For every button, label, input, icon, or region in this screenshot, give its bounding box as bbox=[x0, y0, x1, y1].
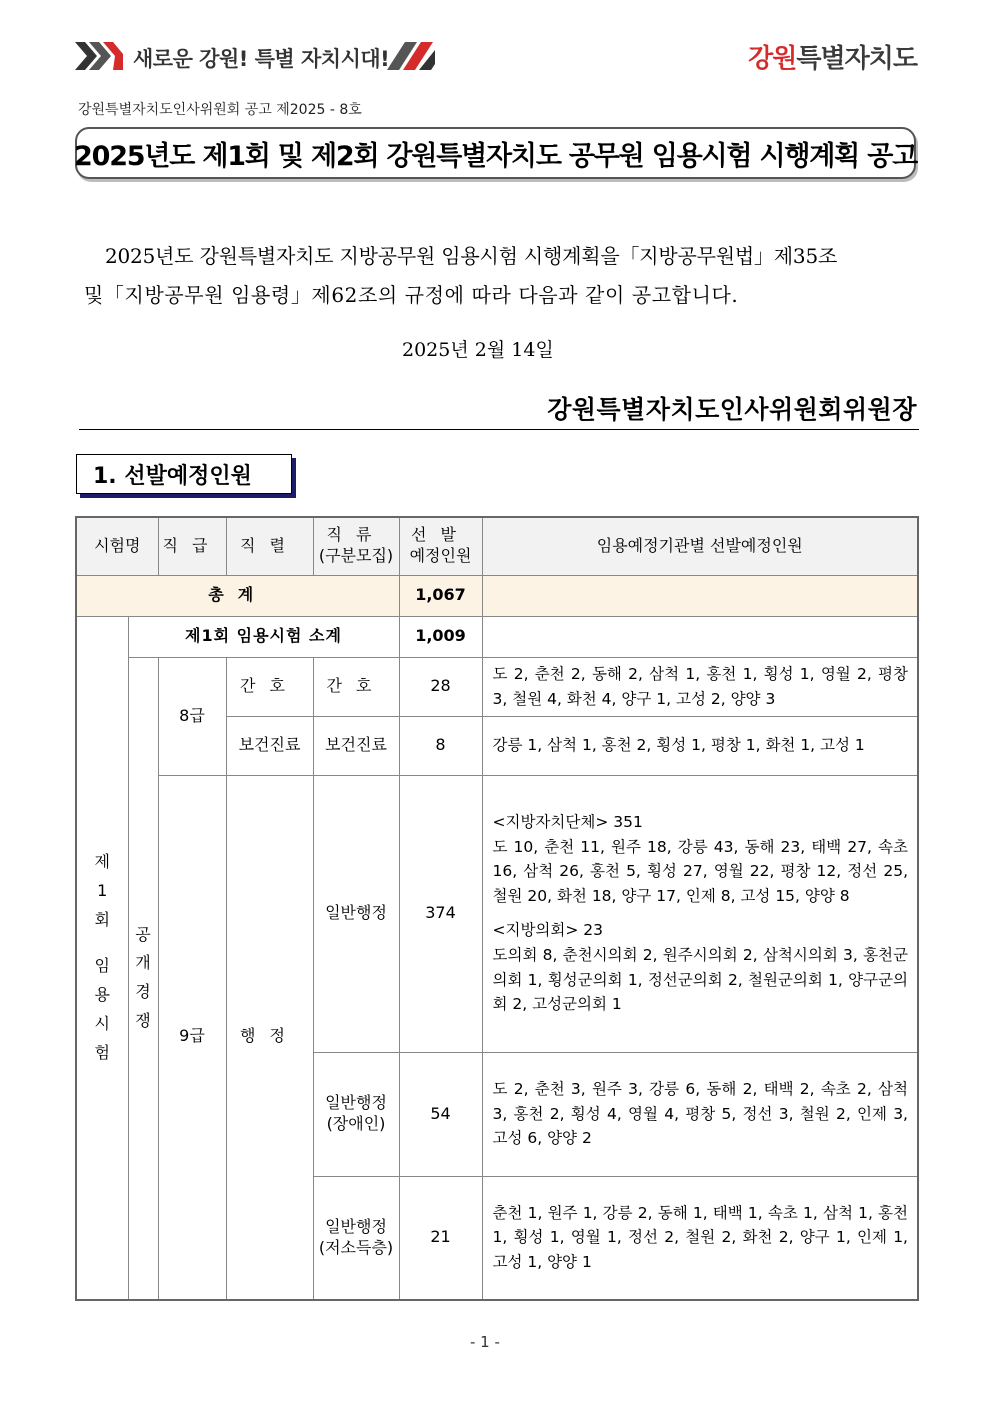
series-health: 보건진료 bbox=[226, 716, 313, 775]
alloc-health: 강릉 1, 삼척 1, 홍천 2, 횡성 1, 평창 1, 화천 1, 고성 1 bbox=[482, 716, 918, 775]
grade-9: 9급 bbox=[158, 775, 226, 1300]
header-series: 직렬 bbox=[226, 517, 313, 575]
title-box bbox=[75, 127, 916, 179]
header-grade: 직급 bbox=[158, 517, 226, 575]
grade-8: 8급 bbox=[158, 657, 226, 775]
alloc-head-council: <지방의회> 23 bbox=[492, 921, 604, 939]
exam1-char: 험 bbox=[94, 1042, 110, 1062]
notice-date: 2025년 2월 14일 bbox=[402, 339, 554, 361]
open-comp-char: 개 bbox=[135, 953, 151, 973]
slogan-stripes-right-icon bbox=[387, 42, 435, 70]
category-disabled bbox=[313, 1052, 399, 1176]
recruitment-table bbox=[75, 516, 919, 1301]
table-row bbox=[76, 775, 918, 1052]
alloc-disabled: 도 2, 춘천 3, 원주 3, 강릉 6, 동해 2, 태백 2, 속초 2, 삼척 3, 홍천 2, 횡성 4, 영월 4, 평창 5, 정선 3, 철원 2, 인제 3, 고성 6, 양양 2 bbox=[482, 1052, 918, 1176]
header-count-bottom: 예정인원 bbox=[409, 546, 472, 566]
count-health: 8 bbox=[399, 716, 482, 775]
category-low-income-bottom: (저소득층) bbox=[318, 1237, 394, 1257]
header-allocation: 임용예정기관별 선발예정인원 bbox=[482, 517, 918, 575]
count-nursing: 28 bbox=[399, 657, 482, 716]
category-disabled-top: 일반행정 bbox=[325, 1093, 387, 1113]
category-low-income-top: 일반행정 bbox=[325, 1216, 387, 1236]
divider bbox=[79, 429, 919, 430]
slogan-banner bbox=[75, 40, 435, 72]
gangwon-logo bbox=[748, 38, 917, 75]
signer: 강원특별자치도인사위원회위원장 bbox=[547, 395, 917, 424]
exam1-vertical-label bbox=[76, 616, 128, 1300]
exam1-char: 1 bbox=[97, 880, 108, 900]
alloc-gap bbox=[493, 909, 909, 918]
category-health: 보건진료 bbox=[313, 716, 399, 775]
category-disabled-bottom: (장애인) bbox=[326, 1114, 386, 1133]
category-low-income bbox=[313, 1176, 399, 1300]
intro-line-1: 2025년도 강원특별자치도 지방공무원 임용시험 시행계획을「지방공무원법」제35조 bbox=[105, 244, 838, 268]
slogan-text: 새로운 강원! 특별 자치시대! bbox=[133, 47, 390, 71]
exam1-char: 용 bbox=[94, 985, 110, 1005]
alloc-nursing: 도 2, 춘천 2, 동해 2, 삼척 1, 홍천 1, 횡성 1, 영월 2, 평창 3, 철원 4, 화천 4, 양구 1, 고성 2, 양양 3 bbox=[482, 657, 918, 716]
alloc-head-local-gov: <지방자치단체> 351 bbox=[492, 812, 643, 831]
intro-line-2: 및「지방공무원 임용령」제62조의 규정에 따라 다음과 같이 공고합니다. bbox=[84, 283, 739, 307]
header-exam: 시험명 bbox=[76, 517, 158, 575]
exam1-char bbox=[77, 934, 128, 952]
logo-rest-part: 특별자치도 bbox=[796, 44, 917, 74]
page-title: 2025년도 제1회 및 제2회 강원특별자치도 공무원 임용시험 시행계획 공고 bbox=[74, 140, 917, 172]
table-header-row bbox=[76, 517, 918, 575]
section-1-heading bbox=[76, 454, 292, 494]
header-category-bottom: (구분모집) bbox=[318, 546, 394, 566]
count-low-income: 21 bbox=[399, 1176, 482, 1300]
count-general-admin: 374 bbox=[399, 775, 482, 1052]
alloc-body-council: 도의회 8, 춘천시의회 2, 원주시의회 2, 삼척시의회 3, 홍천군의회 1, 횡성군의회 1, 정선군의회 2, 철원군의회 1, 양구군의회 2, 고성군의회 1 bbox=[492, 945, 908, 1014]
subtotal-row bbox=[76, 616, 918, 657]
subtotal-label: 제1회 임용시험 소계 bbox=[128, 616, 399, 657]
category-general-admin: 일반행정 bbox=[313, 775, 399, 1052]
header-category-top: 직류 bbox=[326, 525, 386, 545]
subtotal-value: 1,009 bbox=[399, 616, 482, 657]
exam1-char: 제 bbox=[94, 851, 110, 871]
notice-number: 강원특별자치도인사위원회 공고 제2025 - 8호 bbox=[78, 102, 362, 118]
header-count-top: 선발 bbox=[411, 525, 470, 545]
total-label: 총계 bbox=[76, 575, 399, 616]
open-comp-char: 경 bbox=[135, 982, 151, 1002]
open-comp-char: 공 bbox=[135, 924, 151, 944]
total-row bbox=[76, 575, 918, 616]
section-1-title: 1. 선발예정인원 bbox=[93, 463, 252, 489]
total-empty bbox=[482, 575, 918, 616]
open-comp-char: 쟁 bbox=[135, 1011, 151, 1031]
table-row bbox=[76, 657, 918, 716]
slogan-stripes-left-icon bbox=[75, 42, 123, 70]
logo-red-part: 강원 bbox=[748, 44, 797, 74]
page-number: - 1 - bbox=[470, 1333, 500, 1351]
series-admin: 행정 bbox=[226, 775, 313, 1300]
count-disabled: 54 bbox=[399, 1052, 482, 1176]
alloc-low-income: 춘천 1, 원주 1, 강릉 2, 동해 1, 태백 1, 속초 1, 삼척 1, 홍천 1, 횡성 1, 영월 1, 정선 2, 철원 2, 화천 2, 양구 1, 인제 1, 고성 1, 양양 1 bbox=[482, 1176, 918, 1300]
total-value: 1,067 bbox=[399, 575, 482, 616]
exam1-char: 임 bbox=[94, 956, 110, 976]
exam1-char: 시 bbox=[94, 1013, 110, 1033]
exam1-char: 회 bbox=[94, 909, 110, 929]
open-competition-vertical-label bbox=[128, 657, 158, 1300]
category-nursing: 간호 bbox=[313, 657, 399, 716]
header-count bbox=[399, 517, 482, 575]
header-category bbox=[313, 517, 399, 575]
subtotal-empty bbox=[482, 616, 918, 657]
alloc-general-admin bbox=[482, 775, 918, 1052]
alloc-body-local-gov: 도 10, 춘천 11, 원주 18, 강릉 43, 동해 23, 태백 27, 속초 16, 삼척 26, 홍천 5, 횡성 27, 영월 22, 평창 12, 정선 25, 철원 20, 화천 18, 양구 17, 인제 8, 고성 15, 양양 8 bbox=[492, 837, 908, 906]
series-nursing: 간호 bbox=[226, 657, 313, 716]
